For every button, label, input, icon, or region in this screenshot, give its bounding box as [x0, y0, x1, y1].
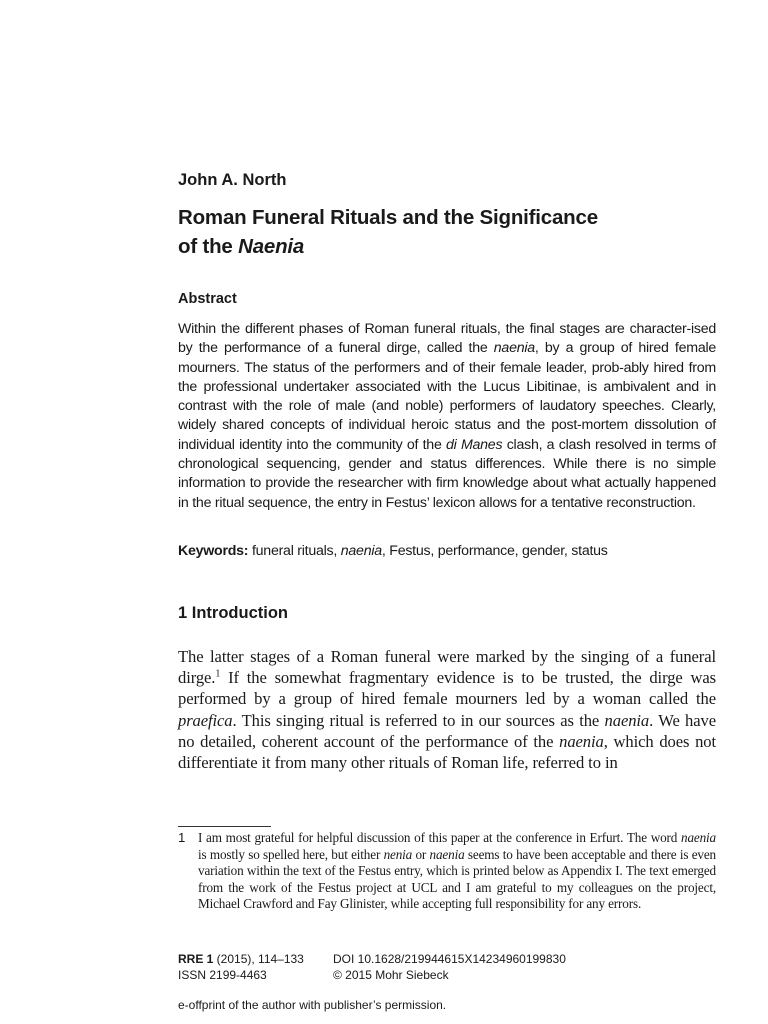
offprint-notice: e-offprint of the author with publisher’s permission.: [178, 998, 447, 1012]
footnote-reference[interactable]: 1: [215, 668, 221, 680]
intro-text-1: The latter stages of a Roman funeral were marked by the singing of a funeral dirge.: [178, 647, 716, 688]
intro-italic-1: praefica: [178, 710, 233, 730]
intro-text-5: , which does not differentiate it from many other rituals of Roman life, referred to in: [178, 731, 716, 773]
copyright: © 2015 Mohr Siebeck: [333, 967, 449, 982]
paper-title: [178, 203, 716, 261]
journal-name: RRE 1: [178, 952, 214, 966]
footnote-text-1: I am most grateful for helpful discussion of this paper at the conference in Erfurt. The word: [198, 830, 681, 845]
paper-page: [178, 0, 716, 1024]
footnote-italic-2: nenia: [383, 846, 413, 862]
intro-paragraph: [178, 646, 716, 773]
footnote-divider: [178, 826, 271, 827]
intro-italic-2: naenia: [604, 710, 650, 730]
abstract-text-2: , by a group of hired female mourners. The status of the performers and of their female leader, prob-ably hired from the professional undertaker associated with the Lucus Libitinae, is ambivalent and in contrast with the role of male (and noble) performers of laudatory speeches. Clearly, widely shared concepts of individual heroic status and the post-mortem dissolution of individual identity into the community of the: [178, 340, 717, 453]
journal-citation: (2015), 114–133: [213, 952, 304, 966]
abstract-heading: Abstract: [178, 291, 237, 307]
footnote-number: 1: [178, 830, 186, 845]
intro-text-4: . We have no detailed, coherent account of the performance of the: [178, 710, 716, 751]
meta-right: [333, 952, 713, 983]
abstract-body: [178, 320, 716, 513]
footnote-text-4: seems to have been acceptable and there is even variation within the text of the Festus entry, which is printed below as Appendix I. The text emerged from the work of the Festus project at UCL and I am grateful to my colleagues on the project, Michael Crawford and Fay Glinister, while accepting full responsibility for any errors.: [198, 846, 716, 911]
abstract-italic-2: di Manes: [446, 436, 503, 453]
footnote: [178, 830, 716, 913]
keywords-text-2: , Festus, performance, gender, status: [381, 543, 608, 559]
keywords-text-1: funeral rituals,: [248, 543, 341, 559]
abstract-text-1: Within the different phases of Roman funeral rituals, the final stages are character-ised by the performance of a funeral dirge, called the: [178, 321, 716, 357]
footnote-text: [198, 830, 716, 913]
section-heading: 1 Introduction: [178, 604, 288, 622]
footnote-text-3: or: [412, 846, 430, 862]
footnote-italic-3: naenia: [429, 846, 465, 862]
intro-text-2: If the somewhat fragmentary evidence is to be trusted, the dirge was performed by a group of hired female mourners led by a woman called the: [178, 668, 716, 709]
abstract-text-3: clash, a clash resolved in terms of chronological sequencing, gender and status differences. While there is no simple information to provide the researcher with firm knowledge about what actually happened in the ritual sequence, the entry in Festus’ lexicon allows for a tentative reconstruction.: [178, 436, 716, 511]
keywords-label: Keywords:: [178, 543, 249, 559]
intro-text-3: . This singing ritual is referred to in our sources as the: [232, 710, 605, 730]
keywords-italic: naenia: [340, 543, 382, 559]
doi[interactable]: DOI 10.1628/219944615X14234960199830: [333, 952, 566, 966]
title-line-1: Roman Funeral Rituals and the Significance: [178, 206, 598, 229]
keywords: [178, 542, 716, 561]
footnote-text-2: is mostly so spelled here, but either: [198, 846, 384, 862]
intro-italic-3: naenia: [559, 731, 604, 751]
title-line-2-prefix: of the: [178, 235, 239, 258]
title-line-2-italic: Naenia: [238, 235, 305, 258]
meta-left: [178, 952, 328, 983]
footnote-italic-1: naenia: [681, 830, 716, 845]
abstract-italic-1: naenia: [493, 340, 535, 357]
author-name: John A. North: [178, 171, 287, 189]
issn: ISSN 2199-4463: [178, 967, 267, 982]
